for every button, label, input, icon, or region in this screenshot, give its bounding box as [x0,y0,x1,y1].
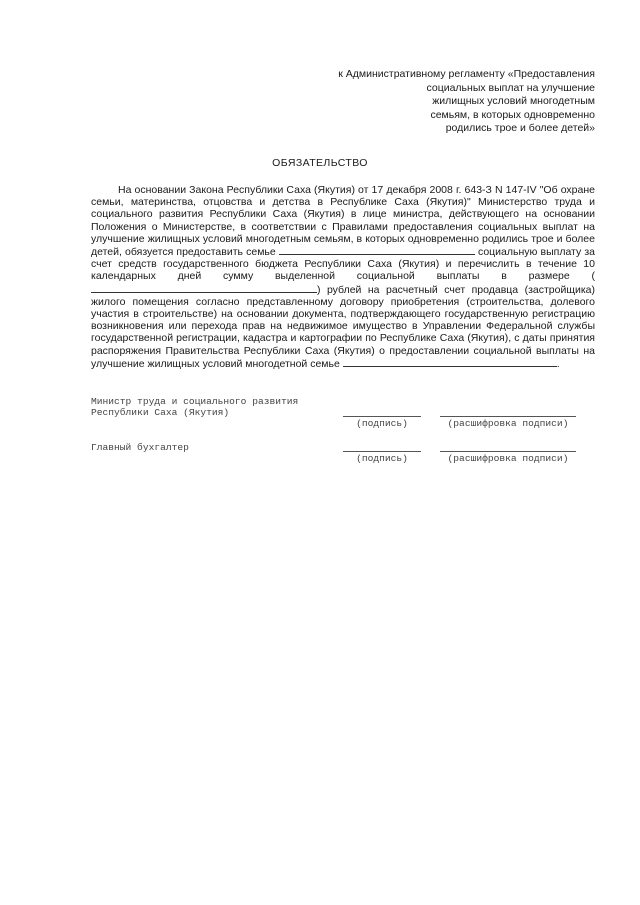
minister-decode-line[interactable] [440,416,576,417]
document-title: ОБЯЗАТЕЛЬСТВО [272,157,368,169]
header-line: к Административному регламенту «Предоставления [338,68,595,80]
minister-decode-caption: (расшифровка подписи) [447,418,569,429]
obligation-paragraph [91,184,595,370]
header-line: жилищных условий многодетным [432,95,595,108]
minister-signature-caption: (подпись) [356,418,408,429]
accountant-signature-block [91,442,596,472]
header-line: родились трое и более детей» [445,122,595,135]
header-line: социальных выплат на улучшение [426,81,595,94]
amount-blank[interactable] [91,283,317,293]
paragraph-part-3: ) рублей на расчетный счет продавца (застройщика) жилого помещения согласно представленному договору приобретения (строительства, долевого участия в строительстве) на основании документа, подтверждающего государственную регистрацию возникновения или перехода прав на недвижимое имущество в Управлении Федеральной службы государственной регистрации, кадастра и картографии по Республике Саха (Якутия), с даты принятия распоряжения Правительства Республики Саха (Якутия) о предоставлении социальной выплаты на улучшение жилищных условий многодетной семье [91,283,595,370]
accountant-decode-caption: (расшифровка подписи) [447,453,569,464]
accountant-title: Главный бухгалтер [91,442,189,453]
accountant-signature-caption: (подпись) [356,453,408,464]
minister-signature-block [91,396,596,436]
minister-signature-line[interactable] [343,416,421,417]
minister-title-line1: Министр труда и социального развития [91,396,299,407]
family-name-blank[interactable] [279,245,475,255]
appendix-header [295,68,595,136]
paragraph-part-2: социальную выплату за счет средств государственного бюджета Республики Саха (Якутия) и перечислить в течение 10 календарных дней сумму выделенной социальной выплаты в размере ( [91,246,595,283]
minister-title-line2: Республики Саха (Якутия) [91,407,230,418]
accountant-decode-line[interactable] [440,451,576,452]
header-line: семьям, в которых одновременно [430,108,595,121]
accountant-signature-line[interactable] [343,451,421,452]
family-details-blank[interactable] [343,357,557,367]
paragraph-part-4: . [556,357,560,370]
paragraph-part-1: На основании Закона Республики Саха (Якутия) от 17 декабря 2008 г. 643-З N 147-IV "Об охране семьи, материнства, отцовства и детства в Республике Саха (Якутия)" Министерство труда и социального развития Республики Саха (Якутия) в лице министра, действующего на основании Положения о Министерстве, в соответствии с Правилами предоставления социальных выплат на улучшение жилищных условий многодетным семьям, в которых одновременно родились трое и более детей, обязуется предоставить семье [91,184,595,259]
